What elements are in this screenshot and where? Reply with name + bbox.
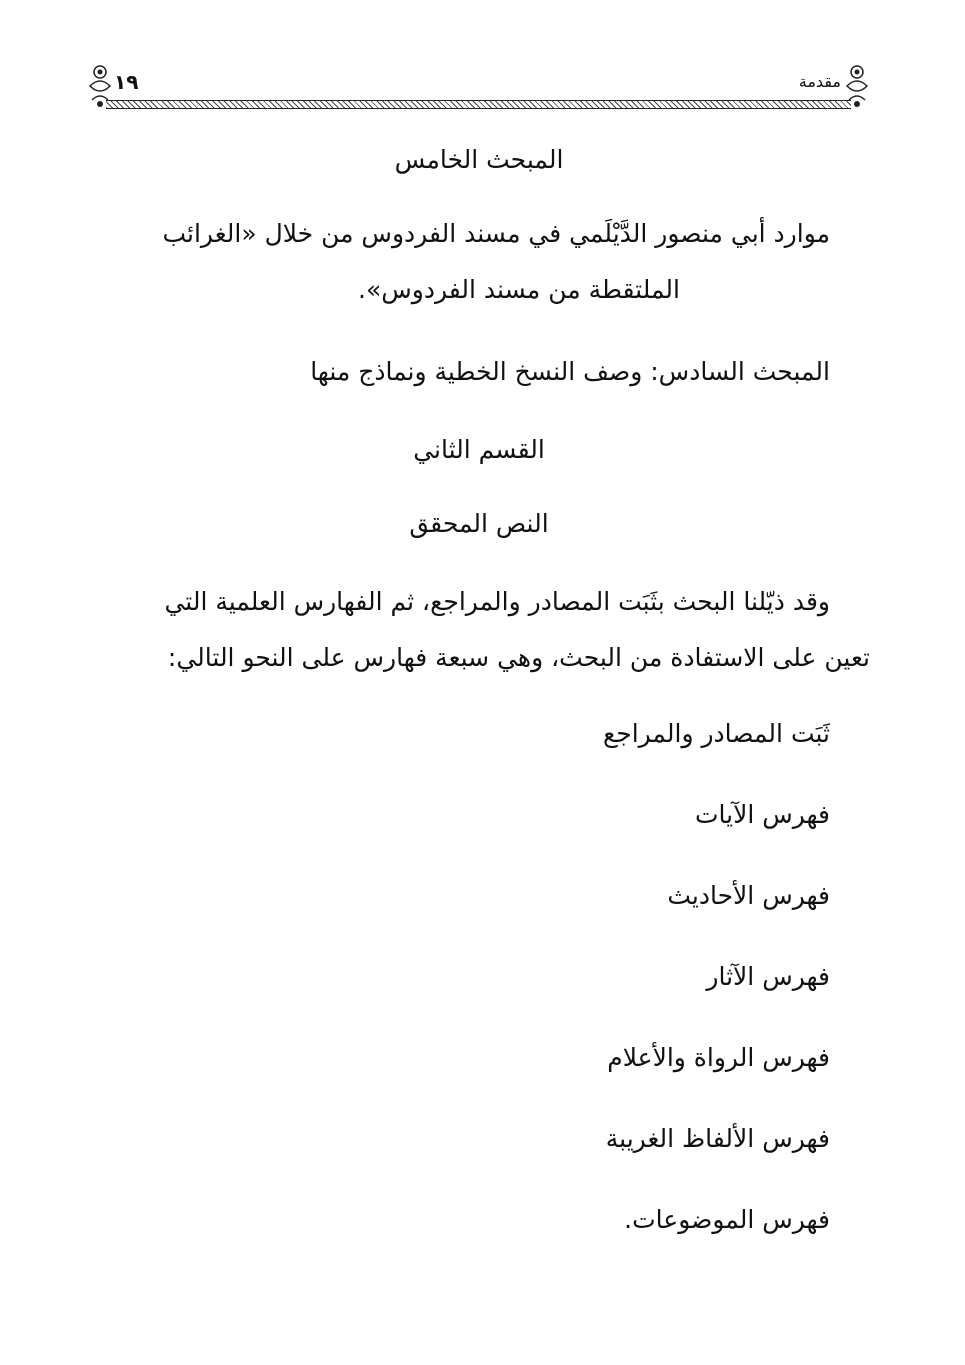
- heading-part-two: القسم الثاني: [413, 435, 545, 464]
- running-head: مقدمة: [798, 72, 841, 91]
- list-item: فهرس الألفاظ الغريبة: [605, 1124, 830, 1153]
- heading-edited-text: النص المحقق: [409, 509, 549, 538]
- heading-sixth-section: المبحث السادس: وصف النسخ الخطية ونماذج منها: [310, 357, 830, 386]
- list-item: فهرس الموضوعات.: [624, 1205, 830, 1234]
- list-item: ثَبَت المصادر والمراجع: [602, 719, 830, 748]
- list-item: فهرس الأحاديث: [667, 881, 830, 910]
- fifth-text-line-1: موارد أبي منصور الدَّيْلَمي في مسند الفردوس من خلال «الغرائب: [162, 219, 830, 248]
- header-rule: [106, 100, 851, 109]
- appendix-line-2: تعين على الاستفادة من البحث، وهي سبعة فهارس على النحو التالي:: [167, 643, 870, 672]
- heading-fifth-section: المبحث الخامس: [394, 145, 564, 174]
- list-item: فهرس الآيات: [694, 800, 830, 829]
- fifth-text-line-2: الملتقطة من مسند الفردوس».: [358, 275, 680, 304]
- fifth-section-description: [88, 206, 870, 318]
- appendix-line-1: وقد ذيّلنا البحث بثَبَت المصادر والمراجع، ثم الفهارس العلمية التي: [164, 587, 830, 616]
- floral-ornament-icon: [843, 62, 871, 110]
- page-header: [86, 62, 871, 116]
- list-item: فهرس الآثار: [706, 962, 830, 991]
- page-body: [88, 120, 870, 1273]
- index-list: [88, 706, 870, 1248]
- appendix-paragraph: [88, 574, 870, 686]
- list-item: فهرس الرواة والأعلام: [607, 1043, 830, 1072]
- page-number: ١٩: [114, 70, 139, 94]
